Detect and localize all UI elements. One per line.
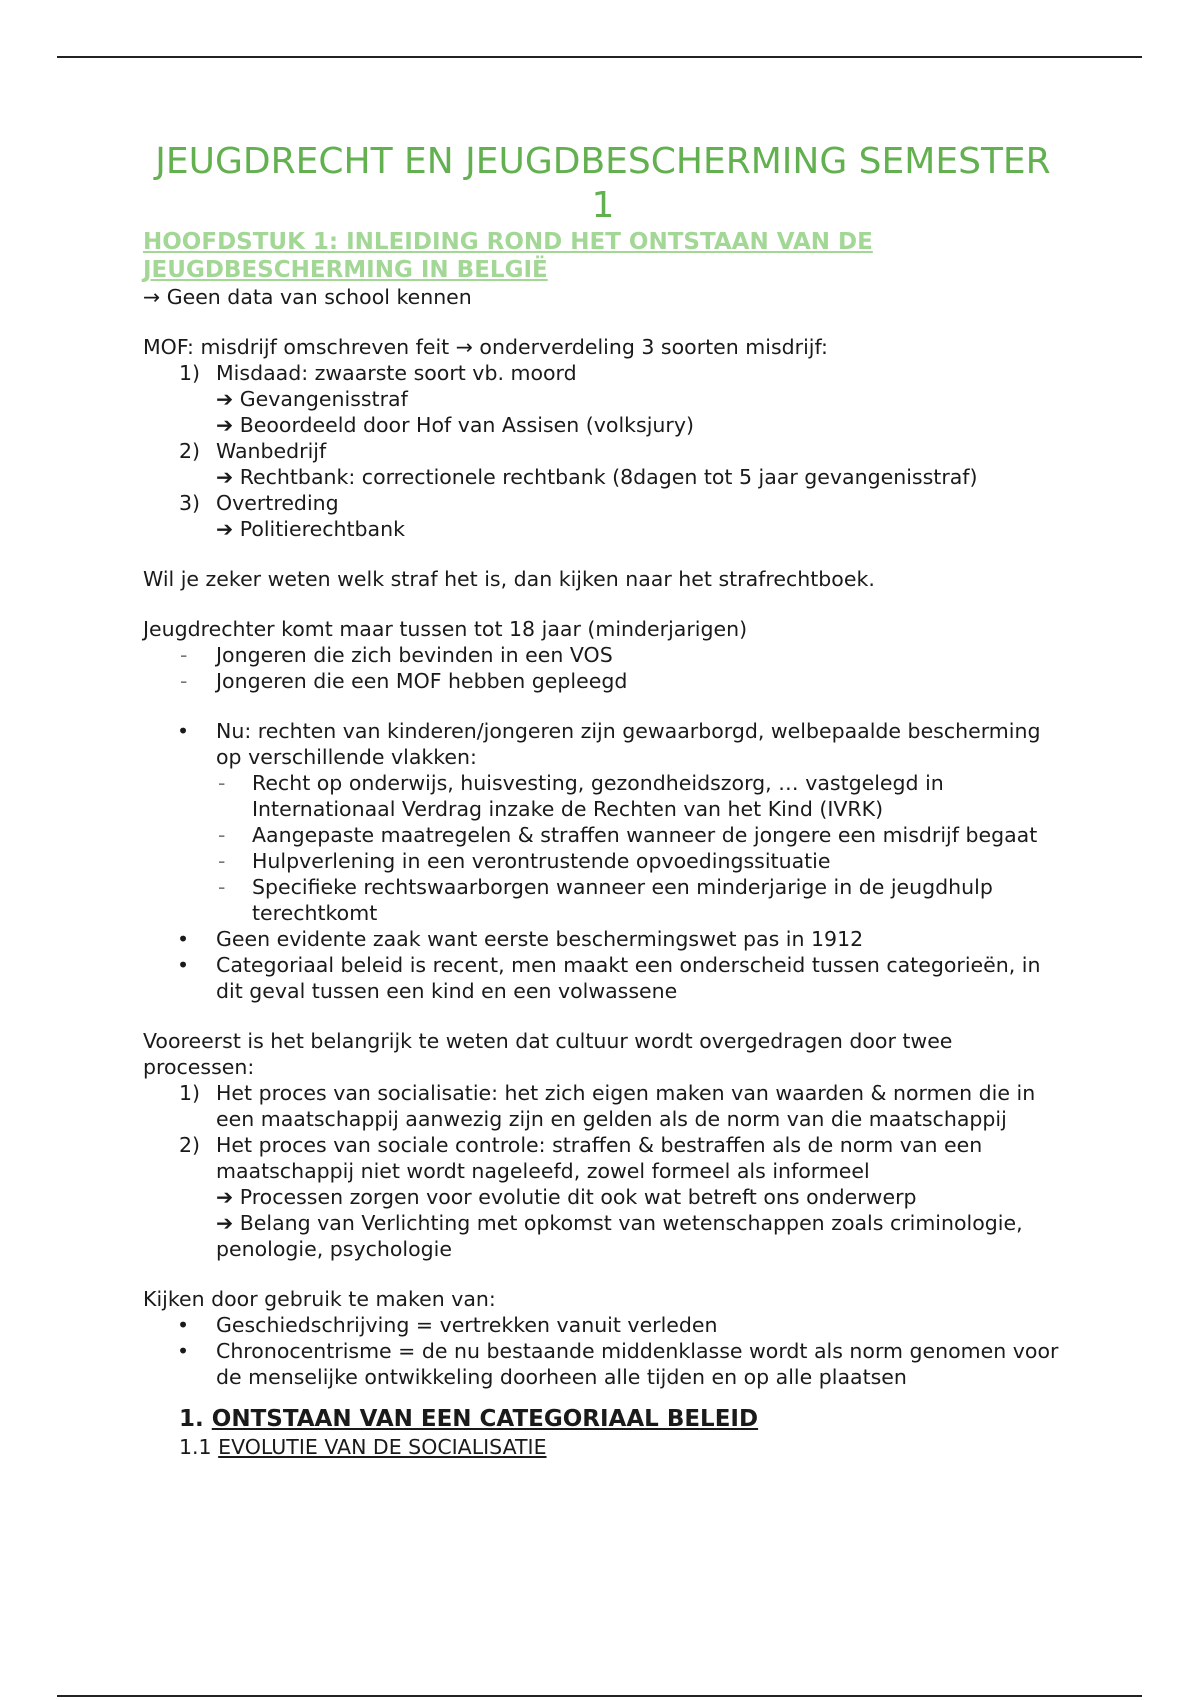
list-item: • Categoriaal beleid is recent, men maakt een onderscheid tussen categorieën, in dit geval tussen een kind en een volwassene (177, 953, 1041, 1003)
list-text: Het proces van sociale controle: straffen & bestraffen als de norm van een maatschappij niet wordt nageleefd, zowel formeel als informeel (216, 1133, 983, 1183)
list-text: Categoriaal beleid is recent, men maakt een onderscheid tussen categorieën, in dit geval tussen een kind en een volwassene (216, 953, 1041, 1003)
culture-intro: Vooreerst is het belangrijk te weten dat cultuur wordt overgedragen door twee processen: (143, 1029, 953, 1079)
note-school: → Geen data van school kennen (143, 285, 472, 309)
section-number: 1. (179, 1406, 204, 1432)
list-item: • Geschiedschrijving = vertrekken vanuit verleden (177, 1313, 718, 1337)
list-text: Overtreding (216, 491, 339, 515)
list-text: Chronocentrisme = de nu bestaande middenklasse wordt als norm genomen voor de menselijke ontwikkeling doorheen alle tijden en op alle plaatsen (216, 1339, 1059, 1389)
sub-list (216, 770, 1063, 926)
arrow-line: ➔ Politierechtbank (216, 517, 405, 541)
list-text: Nu: rechten van kinderen/jongeren zijn gewaarborgd, welbepaalde bescherming op verschillende vlakken: (216, 719, 1041, 769)
list-text: Het proces van socialisatie: het zich eigen maken van waarden & normen die in een maatschappij aanwezig zijn en gelden als de norm van die maatschappij (216, 1081, 1036, 1131)
list-text: Aangepaste maatregelen & straffen wanneer de jongere een misdrijf begaat (252, 823, 1038, 847)
subsection-heading (143, 1434, 1063, 1460)
list-number: 2) (179, 439, 201, 463)
document-title: JEUGDRECHT EN JEUGDBESCHERMING SEMESTER 1 (155, 141, 1051, 226)
list-item (143, 438, 1063, 490)
list-item (143, 1080, 1063, 1132)
arrow-line: ➔ Beoordeeld door Hof van Assisen (volksjury) (216, 413, 694, 437)
subsection-title: EVOLUTIE VAN DE SOCIALISATIE (218, 1435, 547, 1459)
chapter-heading: HOOFDSTUK 1: INLEIDING ROND HET ONTSTAAN VAN DE JEUGDBESCHERMING IN BELGIË (143, 229, 873, 283)
arrow-line: ➔ Rechtbank: correctionele rechtbank (8dagen tot 5 jaar gevangenisstraf) (216, 465, 978, 489)
list-item: • Geen evidente zaak want eerste beschermingswet pas in 1912 (177, 927, 864, 951)
list-item: • Chronocentrisme = de nu bestaande middenklasse wordt als norm genomen voor de menselijke ontwikkeling doorheen alle tijden en op alle plaatsen (177, 1339, 1059, 1389)
list-item: - Jongeren die zich bevinden in een VOS (180, 643, 613, 667)
section-heading (143, 1404, 1063, 1434)
arrow-line: ➔ Belang van Verlichting met opkomst van wetenschappen zoals criminologie, penologie, psychologie (216, 1211, 1023, 1261)
list-text: Wanbedrijf (216, 439, 327, 463)
section-title: ONTSTAAN VAN EEN CATEGORIAAL BELEID (211, 1406, 759, 1432)
list-item: - Aangepaste maatregelen & straffen wanneer de jongere een misdrijf begaat (218, 823, 1038, 847)
mof-list (143, 360, 1063, 542)
bullet-list (143, 718, 1063, 1004)
list-text: Hulpverlening in een verontrustende opvoedingssituatie (252, 849, 831, 873)
list-item: - Hulpverlening in een verontrustende opvoedingssituatie (218, 849, 831, 873)
kijken-list (143, 1312, 1063, 1390)
list-number: 1) (179, 361, 201, 385)
list-number: 2) (179, 1133, 201, 1157)
culture-list (143, 1080, 1063, 1262)
list-text: Jongeren die zich bevinden in een VOS (216, 643, 613, 667)
list-text: Jongeren die een MOF hebben gepleegd (216, 669, 628, 693)
list-item (143, 360, 1063, 438)
arrow-line: ➔ Gevangenisstraf (216, 387, 408, 411)
list-item: - Jongeren die een MOF hebben gepleegd (180, 669, 628, 693)
list-item (143, 1132, 1063, 1262)
list-item: • Nu: rechten van kinderen/jongeren zijn gewaarborgd, welbepaalde bescherming op verschillende vlakken: - Recht op onderwijs, huisvesting, gezondheidszorg, … vastgelegd in Internationaal Verdrag inzake de Rechten van het Kind (IVRK) - Aangepaste maatregelen & straffen wanneer de jongere een misdrijf begaat - Hulpverlening in een verontrustende opvoedingssituatie - Specifieke rechtswaarborgen wanneer een minderjarige in de jeugdhulp terechtkomt (143, 718, 1063, 926)
list-text: Specifieke rechtswaarborgen wanneer een minderjarige in de jeugdhulp terechtkomt (252, 875, 993, 925)
list-text: Misdaad: zwaarste soort vb. moord (216, 361, 577, 385)
list-number: 1) (179, 1081, 201, 1105)
list-item: - Specifieke rechtswaarborgen wanneer een minderjarige in de jeugdhulp terechtkomt (218, 875, 993, 925)
subsection-number: 1.1 (179, 1435, 212, 1459)
footer-rule (57, 1695, 1142, 1697)
jeugdrechter-list (143, 642, 1063, 694)
list-item (143, 490, 1063, 542)
arrow-line: ➔ Processen zorgen voor evolutie dit ook wat betreft ons onderwerp (216, 1185, 917, 1209)
header-rule (57, 56, 1142, 58)
list-item: - Recht op onderwijs, huisvesting, gezondheidszorg, … vastgelegd in Internationaal Verdrag inzake de Rechten van het Kind (IVRK) (218, 771, 944, 821)
list-text: Geschiedschrijving = vertrekken vanuit verleden (216, 1313, 718, 1337)
list-text: Recht op onderwijs, huisvesting, gezondheidszorg, … vastgelegd in Internationaal Verdrag inzake de Rechten van het Kind (IVRK) (252, 771, 944, 821)
jeugdrechter-intro: Jeugdrechter komt maar tussen tot 18 jaar (minderjarigen) (143, 617, 748, 641)
list-text: Geen evidente zaak want eerste beschermingswet pas in 1912 (216, 927, 864, 951)
mof-intro: MOF: misdrijf omschreven feit → onderverdeling 3 soorten misdrijf: (143, 335, 828, 359)
kijken-intro: Kijken door gebruik te maken van: (143, 1287, 496, 1311)
document-page (143, 140, 1063, 1460)
list-number: 3) (179, 491, 201, 515)
strafrecht-note: Wil je zeker weten welk straf het is, dan kijken naar het strafrechtboek. (143, 567, 875, 591)
